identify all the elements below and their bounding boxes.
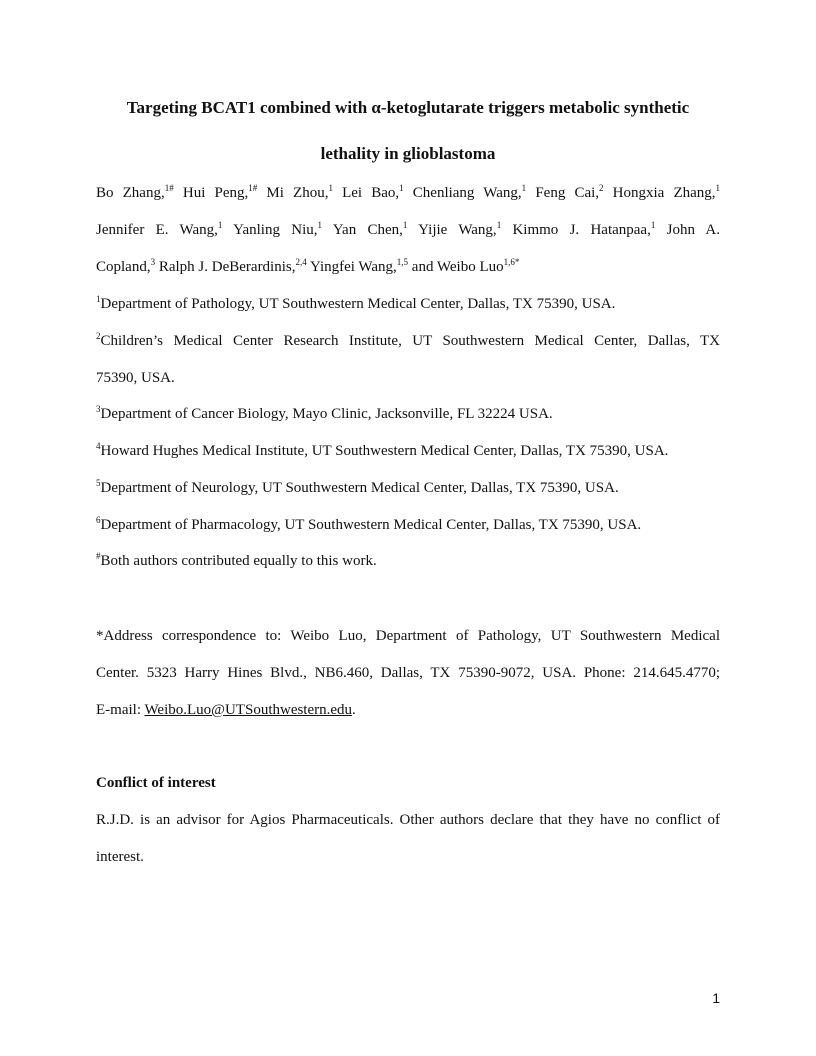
affiliation-text: Department of Pharmacology, UT Southwestern Medical Center, Dallas, TX 75390, USA.: [100, 517, 642, 533]
affiliation-6: [96, 515, 720, 535]
author-affiliation-sup: 1: [217, 220, 223, 230]
author-name: Jennifer E. Wang,: [96, 222, 218, 238]
author-name: John A.: [666, 222, 720, 238]
author-affiliation-sup: 1#: [164, 183, 174, 193]
author-name: Yingfei Wang,: [309, 259, 397, 275]
affiliation-sup: 2: [96, 331, 101, 341]
conflict-heading: Conflict of interest: [96, 775, 216, 791]
equal-contribution-note: [96, 551, 720, 571]
author-name: Hui Peng,: [182, 185, 249, 201]
author-line-2: [96, 220, 720, 240]
author-name: Feng Cai,: [535, 185, 600, 201]
affiliation-sup: 3: [96, 404, 101, 414]
correspondence-line-2: Center. 5323 Harry Hines Blvd., NB6.460, Dallas, TX 75390-9072, USA. Phone: 214.645.4770;: [96, 665, 720, 681]
email-link[interactable]: Weibo.Luo@UTSouthwestern.edu: [144, 702, 353, 718]
affiliation-sup: #: [96, 551, 101, 561]
author-name: Yan Chen,: [332, 222, 403, 238]
author-affiliation-sup: 1: [317, 220, 322, 230]
author-affiliation-sup: 1: [650, 220, 656, 230]
author-name: Hongxia Zhang,: [612, 185, 716, 201]
affiliation-4: [96, 441, 720, 461]
title-alpha-symbol: α: [371, 98, 381, 117]
affiliation-2-line-1: [96, 331, 720, 351]
affiliation-5: [96, 478, 720, 498]
author-affiliation-sup: 1: [496, 220, 502, 230]
affiliation-sup: 6: [96, 515, 101, 525]
title-text-pre: Targeting BCAT1 combined with: [126, 98, 372, 117]
conflict-text-line-1: R.J.D. is an advisor for Agios Pharmaceuticals. Other authors declare that they have no conflict of: [96, 812, 720, 828]
author-name: Kimmo J. Hatanpaa,: [512, 222, 651, 238]
author-name: Chenliang Wang,: [412, 185, 522, 201]
email-suffix: .: [352, 702, 356, 718]
affiliation-text: Howard Hughes Medical Institute, UT Southwestern Medical Center, Dallas, TX 75390, USA.: [100, 443, 669, 459]
author-affiliation-sup: 1: [521, 183, 527, 193]
author-name: Yanling Niu,: [233, 222, 318, 238]
author-affiliation-sup: 3: [150, 257, 156, 267]
author-name: Ralph J. DeBerardinis,: [158, 259, 296, 275]
author-affiliation-sup: 1: [399, 183, 404, 193]
author-name: Yijie Wang,: [418, 222, 497, 238]
affiliation-text: Children’s Medical Center Research Institute, UT Southwestern Medical Center, Dallas, TX: [100, 333, 720, 349]
affiliation-2-line-2: 75390, USA.: [96, 370, 175, 386]
author-affiliation-sup: 1,5: [396, 257, 409, 267]
paper-title-line-2: lethality in glioblastoma: [320, 144, 496, 163]
author-name: and Weibo Luo: [411, 259, 504, 275]
author-affiliation-sup: 2,4: [295, 257, 307, 267]
affiliation-text: Department of Cancer Biology, Mayo Clinic, Jacksonville, FL 32224 USA.: [100, 406, 553, 422]
paper-title-line-1: [96, 97, 720, 119]
affiliation-text: Department of Pathology, UT Southwestern Medical Center, Dallas, TX 75390, USA.: [100, 296, 616, 312]
author-name: Lei Bao,: [342, 185, 400, 201]
affiliation-text: Both authors contributed equally to this work.: [100, 553, 377, 569]
author-affiliation-sup: 1,6*: [503, 257, 520, 267]
affiliation-sup: 1: [96, 294, 101, 304]
affiliation-sup: 4: [96, 441, 101, 451]
email-prefix: E-mail:: [96, 702, 145, 718]
author-affiliation-sup: 2: [599, 183, 604, 193]
affiliation-text: Department of Neurology, UT Southwestern Medical Center, Dallas, TX 75390, USA.: [100, 480, 619, 496]
affiliation-sup: 5: [96, 478, 101, 488]
correspondence-line-1: *Address correspondence to: Weibo Luo, Department of Pathology, UT Southwestern Medical: [96, 628, 720, 644]
author-affiliation-sup: 1: [402, 220, 408, 230]
correspondence-line-3: [96, 700, 720, 720]
author-affiliation-sup: 1#: [248, 183, 258, 193]
affiliation-1: [96, 294, 720, 314]
author-name: Mi Zhou,: [266, 185, 329, 201]
author-affiliation-sup: 1: [715, 183, 721, 193]
author-name: Bo Zhang,: [96, 185, 165, 201]
author-line-3: [96, 257, 720, 277]
author-name: Copland,: [96, 259, 151, 275]
author-line-1: [96, 183, 720, 203]
conflict-text-line-2: interest.: [96, 849, 144, 865]
author-affiliation-sup: 1: [328, 183, 333, 193]
page-number: 1: [712, 990, 720, 1006]
affiliation-3: [96, 404, 720, 424]
title-text-post: -ketoglutarate triggers metabolic synthetic: [380, 98, 690, 117]
